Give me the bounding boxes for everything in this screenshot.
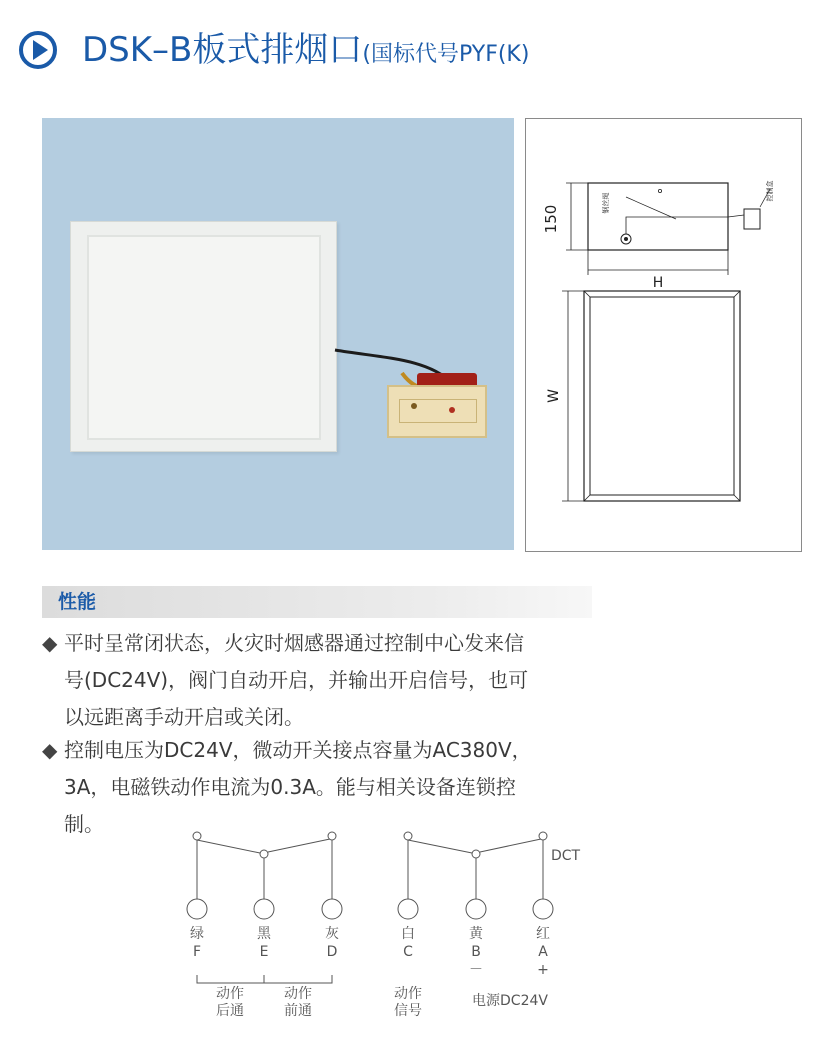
technical-drawing [525,118,802,552]
front-view-outer [584,291,740,501]
para1-line1: 平时呈常闭状态，火灾时烟感器通过控制中心发来信 [64,631,524,655]
terminal-b-letter: B [471,944,481,960]
terminal-a-letter: A [538,944,548,960]
para2-line2: 3A，电磁铁动作电流为0.3A。能与相关设备连锁控 [64,775,516,799]
cable-label: 钢丝绳 [602,192,610,214]
terminal-f-letter: F [192,944,202,960]
terminal-e-letter: E [259,944,269,960]
dct-label: DCT [551,848,581,864]
title-main-text: DSK–B板式排烟口 [82,30,363,70]
section-title: 性能 [58,591,97,613]
terminal-d-color: 灰 [325,926,339,942]
group2-line2: 前通 [284,1003,312,1019]
group1-line1: 动作 [216,986,244,1002]
terminal-d-letter: D [326,944,338,960]
terminal-a-sign: + [537,962,549,978]
para2-line1: 控制电压为DC24V，微动开关接点容量为AC380V， [64,738,532,762]
para2-line3: 制。 [64,812,104,836]
bullet-icon: ◆ [42,738,58,762]
group2-line1: 动作 [284,986,312,1002]
section-header-bar [42,586,592,618]
dimension-drawing [526,119,801,551]
terminal-c-letter: C [403,944,413,960]
wiring-diagram [150,820,610,1040]
control-box-label: 控制盒 [766,180,774,202]
terminal-a-color: 红 [536,926,550,942]
terminal-e-color: 黑 [257,926,271,942]
page-title [82,28,529,77]
para1-line2: 号(DC24V)，阀门自动开启，并输出开启信号，也可 [64,668,529,692]
group3-line2: 信号 [394,1003,422,1019]
terminal-b-sign: － [469,962,483,978]
para1-line3: 以远距离手动开启或关闭。 [64,705,304,729]
product-photo [42,118,514,550]
dim-height-label: 150 [542,204,560,234]
photo-cable [42,118,514,550]
terminal-f-color: 绿 [190,926,204,942]
bullet-icon: ◆ [42,631,58,655]
terminal-b-color: 黄 [469,926,483,942]
title-subtitle: (国标代号PYF(K) [362,42,530,67]
dim-w-label: W [546,389,562,403]
group3-line1: 动作 [394,986,422,1002]
dim-h-label: H [652,275,664,291]
power-label: 电源DC24V [472,993,548,1009]
terminal-c-color: 白 [401,926,415,942]
group1-line2: 后通 [216,1003,244,1019]
play-circle-icon [18,30,58,70]
paragraph-1 [42,625,602,736]
control-box [387,385,487,438]
front-view-inner [590,297,734,495]
